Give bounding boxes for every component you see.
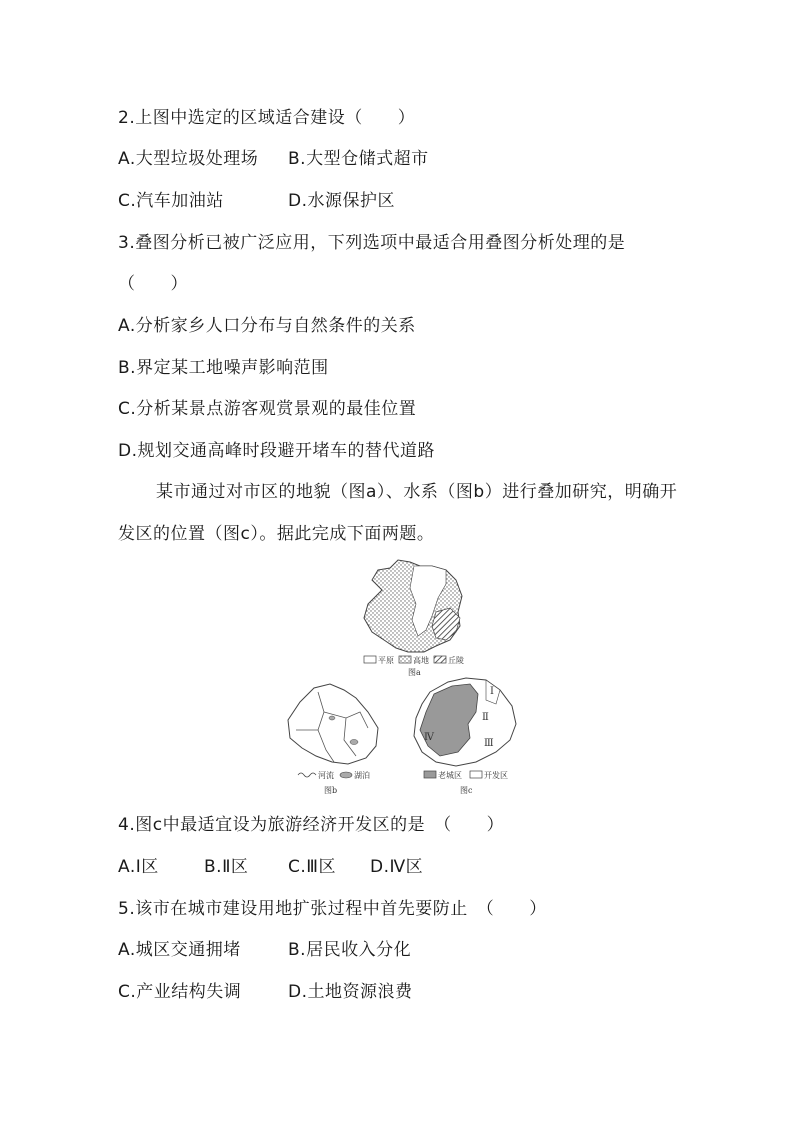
zone-4-label: Ⅳ (424, 732, 434, 743)
legend-lake-symbol (340, 772, 352, 778)
lake-shape (350, 740, 358, 745)
q4-option-c: C.Ⅲ区 (288, 857, 336, 877)
legend-highland: 高地 (413, 656, 429, 665)
q5-option-b: B.居民收入分化 (288, 940, 412, 960)
figure-c-map (414, 678, 516, 795)
figure-b-caption: 图b (324, 786, 338, 795)
legend-old-town: 老城区 (438, 771, 462, 780)
legend-hills-swatch (434, 656, 446, 663)
legend-old-town-swatch (424, 771, 436, 778)
q2-option-c: C.汽车加油站 (118, 191, 224, 211)
legend-hills: 丘陵 (448, 656, 464, 665)
zone-3-label: Ⅲ (484, 738, 494, 749)
zone-2-label: Ⅱ (482, 712, 489, 723)
q2-option-d: D.水源保护区 (288, 191, 395, 211)
q2-option-a: A.大型垃圾处理场 (118, 149, 259, 169)
q3-option-a: A.分析家乡人口分布与自然条件的关系 (118, 316, 416, 336)
legend-dev-zone: 开发区 (484, 771, 508, 780)
q2-option-b: B.大型仓储式超市 (288, 149, 429, 169)
question-4-stem: 4.图c中最适宜设为旅游经济开发区的是 （ ） (118, 815, 505, 835)
q4-option-b: B.Ⅱ区 (204, 857, 249, 877)
q5-option-d: D.土地资源浪费 (288, 982, 413, 1002)
legend-highland-swatch (399, 656, 411, 663)
legend-dev-zone-swatch (470, 771, 482, 778)
figure-c-caption: 图c (460, 786, 473, 795)
q3-option-d: D.规划交通高峰时段避开堵车的替代道路 (118, 441, 435, 461)
legend-plain-swatch (364, 656, 376, 663)
question-5-stem: 5.该市在城市建设用地扩张过程中首先要防止 （ ） (118, 899, 547, 919)
q4-option-a: A.Ⅰ区 (118, 857, 159, 877)
question-3-stem-cont: （ ） (118, 274, 188, 294)
question-3-stem: 3.叠图分析已被广泛应用，下列选项中最适合用叠图分析处理的是 (118, 233, 626, 253)
q5-option-a: A.城区交通拥堵 (118, 940, 241, 960)
q3-option-c: C.分析某景点游客观赏景观的最佳位置 (118, 399, 417, 419)
legend-plain: 平原 (378, 656, 394, 665)
q4-option-d: D.Ⅳ区 (370, 857, 424, 877)
q5-option-c: C.产业结构失调 (118, 982, 242, 1002)
legend-lake: 湖泊 (354, 771, 370, 780)
figure-a-caption: 图a (408, 668, 421, 677)
passage-line-1: 某市通过对市区的地貌（图a）、水系（图b）进行叠加研究，明确开 (156, 482, 678, 502)
zone-1-label: Ⅰ (490, 686, 494, 697)
question-2-stem: 2.上图中选定的区域适合建设（ ） (118, 108, 416, 128)
figure-a-map (364, 560, 464, 677)
figure-b-map (288, 684, 378, 795)
passage-line-2: 发区的位置（图c）。据此完成下面两题。 (118, 524, 435, 544)
legend-river: 河流 (318, 771, 334, 780)
legend-river-symbol (298, 773, 316, 777)
q3-option-b: B.界定某工地噪声影响范围 (118, 358, 329, 378)
lake-shape (329, 716, 335, 720)
